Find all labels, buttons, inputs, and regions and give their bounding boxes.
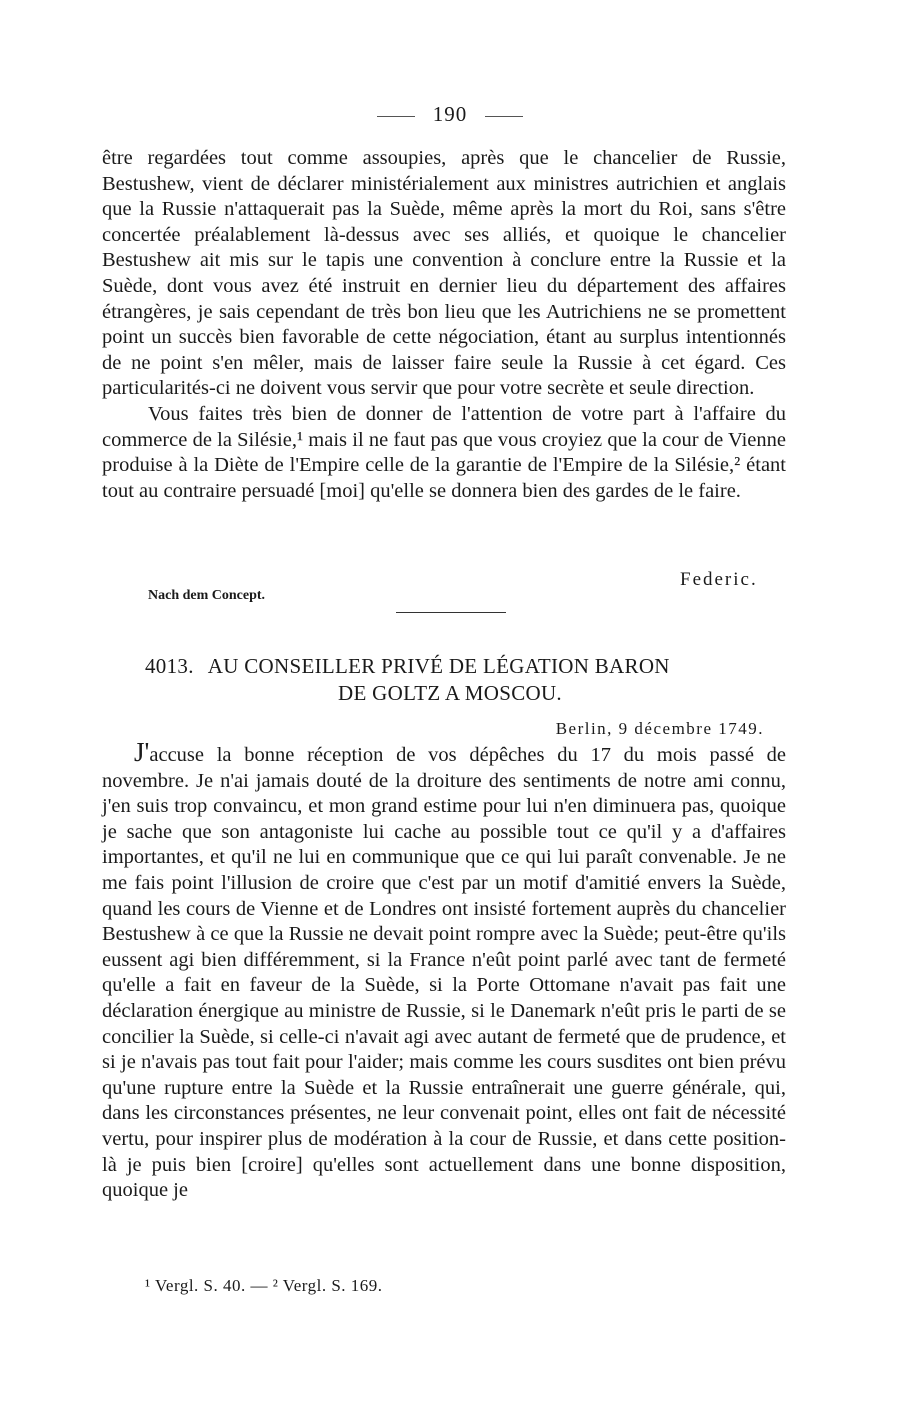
separator-rule [396, 612, 506, 613]
signature: Federic. [680, 569, 758, 590]
heading-line-2: DE GOLTZ A MOSCOU. [338, 681, 562, 705]
footnotes: ¹ Vergl. S. 40. — ² Vergl. S. 169. [145, 1276, 383, 1295]
letter-heading [145, 654, 670, 679]
letter-number: 4013. [145, 654, 194, 678]
paragraph: être regardées tout comme assoupies, après que le chancelier de Russie, Bestushew, vient de déclarer ministérialement aux ministres autrichien et anglais que la Russie n'attaquerait pas la Suède, même après la mort du Roi, sans s'être concertée préalablement là-dessus avec ses alliés, et quoique le chancelier Bestushew ait mis sur le tapis une convention à conclure entre la Russie et la Suède, dont vous avez été instruit en dernier lieu du département des affaires étrangères, je sais cependant de très bon lieu que les Autrichiens ne se promettent point un succès bien favorable de cette négociation, étant au surplus intentionnés de ne point s'en mêler, mais de laisser faire seule la Russie à cet égard. Ces particularités-ci ne doivent vous servir que pour votre secrète et seule direction. [102, 147, 786, 400]
letter-body [102, 737, 786, 1204]
heading-line-1: AU CONSEILLER PRIVÉ DE LÉGATION BARON [207, 654, 670, 678]
dateline: Berlin, 9 décembre 1749. [555, 719, 764, 738]
paragraph: Vous faites très bien de donner de l'attention de votre part à l'affaire du commerce de la Silésie,¹ mais il ne faut pas que vous croyiez que la cour de Vienne produise à la Diète de l'Empire celle de la garantie de l'Empire de la Silésie,² étant tout au contraire persuadé [moi] qu'elle se donnera bien des gardes de le faire. [102, 402, 786, 502]
source-note: Nach dem Concept. [148, 588, 266, 603]
page-number: 190 [0, 102, 900, 127]
paragraph: J'accuse la bonne réception de vos dépêches du 17 du mois passé de novembre. Je n'ai jamais douté de la droiture des sentiments de notre ami connu, j'en suis trop convaincu, et mon grand estime pour lui n'en diminuera pas, quoique je sache que son antagoniste lui cache au possible tout ce qu'il y a d'affaires importantes, et qu'il ne lui en communique que ce qui lui paraît convenable. Je ne me fais point l'illusion de croire que c'est par un motif d'amitié envers la Suède, quand les cours de Vienne et de Londres ont insisté fortement auprès du chancelier Bestushew à ce que la Russie ne devait point rompre avec la Suède; peut-être qu'ils eussent agi bien différemment, si la France n'eût point parlé avec tant de fermeté qu'elle a fait en faveur de la Suède, si la Porte Ottomane n'avait pas fait une déclaration énergique au ministre de Russie, si le Danemark n'eût pris le parti de se concilier la Suède, si celle-ci n'avait agi avec autant de fermeté que de prudence, et si je n'avais pas tout fait pour l'aider; mais comme les cours susdites ont bien prévu qu'une rupture entre la Suède et la Russie entraînerait une guerre générale, qui, dans les circonstances présentes, ne leur convenait point, elles ont fait de nécessité vertu, pour inspirer plus de modération à la cour de Russie, et dans cette position-là je puis bien [croire] qu'elles sont actuellement dans une bonne disposition, quoique je [102, 737, 786, 1202]
previous-letter-text [102, 146, 786, 504]
